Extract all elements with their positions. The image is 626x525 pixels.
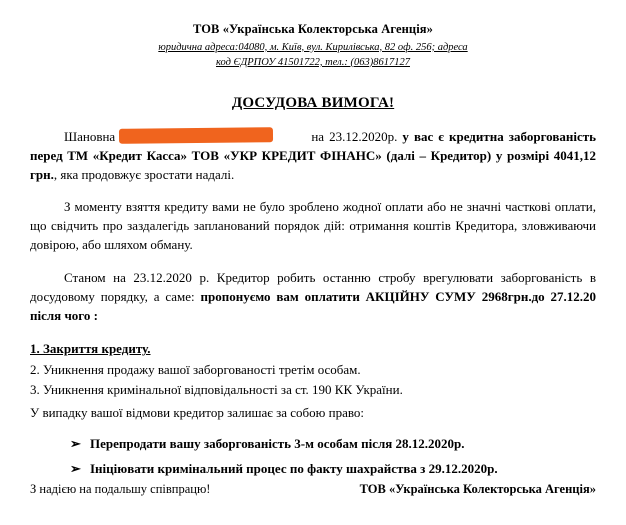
list-item — [70, 434, 596, 455]
signature-company: ТОВ «Українська Колекторська Агенція» — [359, 482, 596, 496]
closing-text: З надією на подальшу співпрацю! — [30, 482, 211, 496]
promo-amount-offer: пропонуємо вам оплатити АКЦІЙНУ СУМУ 2968грн.до 27.12.20 після чого : — [30, 288, 597, 323]
list-item: 1. Закриття кредиту. — [30, 341, 151, 357]
refusal-note: У випадку вашої відмови кредитор залишає за собою право: — [30, 404, 365, 420]
document-footer — [30, 482, 596, 497]
settlement-text: Станом на 23.12.2020 р. Кредитор робить останню стробу врегулювати заборгованість в досудовому порядку, а саме: — [30, 269, 596, 304]
document-title: ДОСУДОВА ВИМОГА! — [231, 94, 395, 111]
redaction-marker — [120, 128, 272, 143]
paragraph-settlement — [30, 269, 596, 326]
arrow-bullet-icon: ➢ — [70, 436, 81, 452]
list-item-label: Перепродати вашу заборгованість 3-м особам після 28.12.2020р. — [90, 436, 465, 452]
document-header — [30, 22, 596, 69]
arrow-bullet-icon: ➢ — [70, 461, 81, 477]
benefits-list — [30, 339, 596, 400]
redacted-name — [120, 128, 306, 147]
list-item-label: Ініціювати кримінальний процес по факту шахрайства з 29.12.2020р. — [90, 461, 498, 477]
list-item: 2. Уникнення продажу вашої заборгованості третім особам. — [30, 361, 361, 377]
debt-growth-text: , яка продовжує зростати надалі. — [53, 166, 235, 182]
company-address: юридична адреса:04080, м. Київ, вул. Кирилівська, 82 оф. 256; адреса — [158, 41, 468, 53]
consequences-list — [30, 434, 596, 480]
debt-statement: у вас є кредитна заборгованість перед ТМ «Кредит Касса» ТОВ «УКР КРЕДИТ ФІНАНС» (далі – Кредитор) у розмірі 4041,12 грн. — [30, 128, 596, 182]
list-item: 3. Уникнення кримінальної відповідальності за ст. 190 КК України. — [30, 382, 403, 398]
paragraph-demand — [30, 128, 596, 185]
company-edrpou-phone: код ЄДРПОУ 41501722, тел.: (063)8617127 — [216, 56, 410, 68]
greeting-text: Шановна — [64, 128, 121, 144]
paragraph-no-payments: З моменту взяття кредиту вами не було зроблено жодної оплати або не значні часткові оплати, що свідчить про заздалегідь запланований порядок дій: отримання коштів Кредитора, зловживаючи довірою, або шляхом обману. — [30, 199, 596, 253]
list-item — [70, 459, 596, 480]
date-text: на 23.12.2020р. — [306, 128, 403, 144]
company-name: ТОВ «Українська Колекторська Агенція» — [192, 22, 434, 36]
